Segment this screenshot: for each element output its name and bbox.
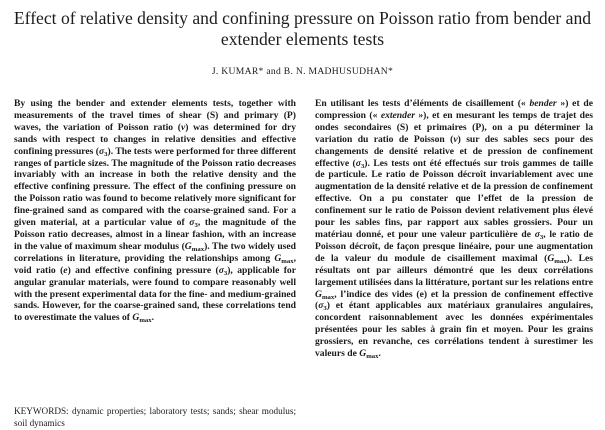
keywords	[14, 406, 296, 429]
abstract-english	[14, 98, 296, 324]
abstract-english-text: By using the bender and extender elements tests, together with measurements of the travel times of shear (S) and primary (P) waves, the variation of Poisson ratio (ν) was determined for dry sands with respect to changes in relative densities and effective confining pressures $(\sigma_3)$. The tests were performed for three different ranges of particle sizes. The magnitude of the Poisson ratio decreases invariably with an increase in both the relative density and the effective confining pressure. The effect of the confining pressure on the Poisson ratio was found to become relatively more significant for fine-grained sand as compared with the coarse-grained sand. For a given material, at a particular value of $\sigma_3$, the magnitude of the Poisson ratio decreases, almost in a linear fashion, with an increase in the value of maximum shear modulus $(G_{max})$. The two widely used correlations in literature, providing the relationships among $G_{max}$, void ratio (e) and effective confining pressure $(\sigma_3)$, applicable for angular granular materials, were found to compare reasonably well with the present experimental data for the fine- and medium-grained sands. However, for the coarse-grained sand, these correlations tend to overestimate the values of $G_{max}$.	[14, 98, 297, 325]
abstract-french	[315, 98, 593, 360]
authors: J. KUMAR* and B. N. MADHUSUDHAN*	[211, 66, 394, 77]
keywords-label: KEYWORDS:	[14, 406, 69, 416]
keywords-text: dynamic properties; laboratory tests; sands; shear modulus; soil dynamics	[14, 406, 297, 428]
abstract-french-text: En utilisant les tests d’éléments de cisaillement (« bender ») et de compression (« extender »), et en mesurant les temps de trajet des ondes secondaires (S) et primaires (P), on a pu déterminer la variation du ratio de Poisson (ν) sur des sables secs pour des changements de densité relative et de pression de confinement effective $(\sigma_3)$. Les tests ont été effectués sur trois gammes de taille de particule. Le ratio de Poisson décroît invariablement avec une augmentation de la densité relative et de la pression de confinement effective. On a pu constater que l’effet de la pression de confinement sur le ratio de Poisson devient relativement plus élevé pour les sables fins, par rapport aux sables grossiers. Pour un matériau donné, et pour une valeur particulière de $\sigma_3$, le ratio de Poisson décroît, de façon presque linéaire, pour une augmentation de la valeur du module de cisaillement maximal $(G_{max})$. Les résultats ont par ailleurs démontré que les deux corrélations largement utilisées dans la littérature, portant sur les relations entre $G_{max}$, l’indice des vides (e) et la pression de confinement effective $(\sigma_3)$ et étant applicables aux matériaux granulaires angulaires, concordent raisonnablement avec les données expérimentales présentées pour les sables à grain fin et moyen. Pour les grains grossiers, en revanche, ces corrélations tendent à surestimer les valeurs de $G_{max}$.	[315, 98, 594, 361]
paper-title: Effect of relative density and confining pressure on Poisson ratio from bender and extender elements tests	[13, 8, 592, 49]
